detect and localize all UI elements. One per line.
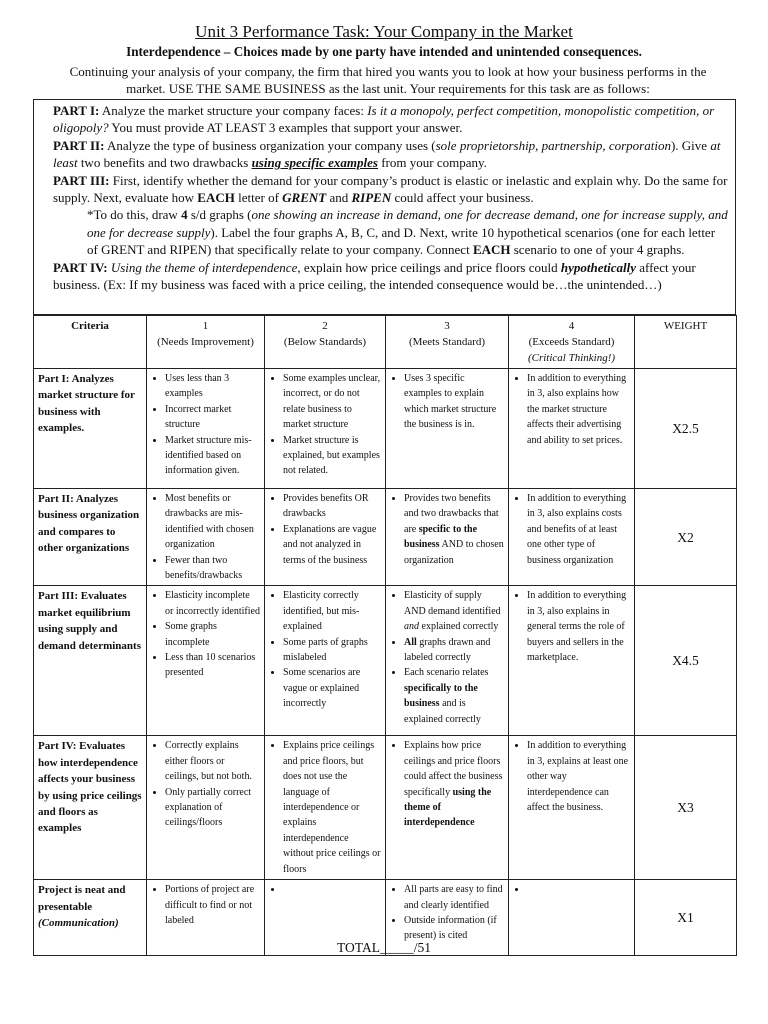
criteria-cell: Part IV: Evaluates how interdependence affects your business by using price ceilings and floors as examples xyxy=(34,736,147,880)
requirements-box xyxy=(33,99,736,315)
rubric-row-part-1 xyxy=(34,369,737,489)
weight-cell: X3 xyxy=(635,736,737,880)
list-item: • Elasticity of supply AND demand identified and explained correctly xyxy=(404,588,504,634)
score-4-cell xyxy=(509,369,635,489)
rubric-table xyxy=(33,315,737,956)
score-2-cell xyxy=(265,736,386,880)
list-item: • Some scenarios are vague or explained incorrectly xyxy=(283,665,381,711)
part-4-requirement: PART IV: Using the theme of interdependence, explain how price ceilings and price floors could hypothetically affect your business. (Ex: If my business was faced with a price ceiling, the intended consequence would be…the unintended…) xyxy=(53,259,696,293)
list-item: • Market structure mis-identified based on information given. xyxy=(165,433,260,479)
rubric-row-part-4 xyxy=(34,736,737,880)
score-1-cell xyxy=(147,736,265,880)
weight-cell: X2 xyxy=(635,489,737,586)
criteria-header: Criteria xyxy=(34,316,147,369)
list-item: • Market structure is explained, but examples not related. xyxy=(283,433,381,479)
score-1-cell xyxy=(147,586,265,736)
score-3-cell xyxy=(386,489,509,586)
score-3-cell xyxy=(386,369,509,489)
rubric-header-row xyxy=(34,316,737,369)
list-item: • Provides benefits OR drawbacks xyxy=(283,491,381,522)
page-title: Unit 3 Performance Task: Your Company in the Market xyxy=(195,22,573,41)
list-item: • All graphs drawn and labeled correctly xyxy=(404,635,504,666)
score-2-header: 2 (Below Standards) xyxy=(265,316,386,369)
list-item: • Elasticity correctly identified, but mis-explained xyxy=(283,588,381,634)
rubric-row-part-3 xyxy=(34,586,737,736)
list-item: • Portions of project are difficult to find or not labeled xyxy=(165,882,260,928)
criteria-cell: Part I: Analyzes market structure for business with examples. xyxy=(34,369,147,489)
part-3-graph-instructions: *To do this, draw 4 s/d graphs (one showing an increase in demand, one for decrease demand, one for increase supply, and one for decrease supply). Label the four graphs A, B, C, and D. Next, write 10 hypothetical scenarios (one for each letter of GRENT and RIPEN) that specifically relate to your company. Connect EACH scenario to one of your 4 graphs. xyxy=(87,207,728,258)
weight-cell: X4.5 xyxy=(635,586,737,736)
score-3-cell xyxy=(386,736,509,880)
rubric-row-part-2 xyxy=(34,489,737,586)
list-item: • Some graphs incomplete xyxy=(165,619,260,650)
list-item: • In addition to everything in 3, also explains how the market structure affects their advertising and ability to set prices. xyxy=(527,371,630,448)
list-item: • In addition to everything in 3, also explains in general terms the role of buyers and sellers in the marketplace. xyxy=(527,588,630,665)
list-item: • Some examples unclear, incorrect, or do not relate business to market structure xyxy=(283,371,381,433)
list-item: • Each scenario relates specifically to the business and is explained correctly xyxy=(404,665,504,727)
criteria-cell: Part III: Evaluates market equilibrium using supply and demand determinants xyxy=(34,586,147,736)
score-4-cell xyxy=(509,489,635,586)
page-subtitle: Interdependence – Choices made by one party have intended and unintended consequences. xyxy=(126,44,642,59)
score-4-cell xyxy=(509,586,635,736)
criteria-cell: Project is neat and presentable (Communication) xyxy=(34,880,147,956)
list-item: • Most benefits or drawbacks are mis-identified with chosen organization xyxy=(165,491,260,553)
list-item: • Less than 10 scenarios presented xyxy=(165,650,260,681)
score-2-cell xyxy=(265,586,386,736)
list-item: • Some parts of graphs mislabeled xyxy=(283,635,381,666)
list-item: • Outside information (if present) is cited xyxy=(404,913,504,944)
weight-cell: X1 xyxy=(635,880,737,956)
criteria-cell: Part II: Analyzes business organization and compares to other organizations xyxy=(34,489,147,586)
score-4-header: 4 (Exceeds Standard) (Critical Thinking!) xyxy=(509,316,635,369)
list-item: • Explanations are vague and not analyzed in terms of the business xyxy=(283,522,381,568)
score-1-cell xyxy=(147,369,265,489)
list-item: • Provides two benefits and two drawbacks that are specific to the business AND to chosen organization xyxy=(404,491,504,568)
total-score: TOTAL_____/51 xyxy=(337,940,431,955)
score-2-cell xyxy=(265,489,386,586)
list-item: • Uses less than 3 examples xyxy=(165,371,260,402)
list-item xyxy=(527,882,630,897)
list-item: • Incorrect market structure xyxy=(165,402,260,433)
score-1-cell xyxy=(147,489,265,586)
list-item: • Explains how price ceilings and price floors could affect the business specifically using the theme of interdependence xyxy=(404,738,504,830)
list-item: • All parts are easy to find and clearly identified xyxy=(404,882,504,913)
list-item: • Correctly explains either floors or ceilings, but not both. xyxy=(165,738,260,784)
list-item: • In addition to everything in 3, also explains costs and benefits of at least one other type of business organization xyxy=(527,491,630,568)
weight-cell: X2.5 xyxy=(635,369,737,489)
weight-header: WEIGHT xyxy=(635,316,737,369)
score-3-header: 3 (Meets Standard) xyxy=(386,316,509,369)
list-item: • Elasticity incomplete or incorrectly identified xyxy=(165,588,260,619)
part-1-requirement: PART I: Analyze the market structure your company faces: Is it a monopoly, perfect competition, monopolistic competition, or oligopoly? You must provide AT LEAST 3 examples that support your answer. xyxy=(53,103,715,136)
score-4-cell xyxy=(509,736,635,880)
list-item: • Uses 3 specific examples to explain which market structure the business is in. xyxy=(404,371,504,433)
part-3-requirement: PART III: First, identify whether the demand for your company’s product is elastic or inelastic and explain why. Do the same for supply. Next, evaluate how EACH letter of GRENT and RIPEN could affect your business. xyxy=(53,172,728,206)
score-1-header: 1 (Needs Improvement) xyxy=(147,316,265,369)
part-2-requirement: PART II: Analyze the type of business organization your company uses (sole proprietorship, partnership, corporation). Give at least two benefits and two drawbacks using specific examples from your company. xyxy=(53,137,721,171)
list-item: • In addition to everything in 3, explains at least one other way interdependence can affect the business. xyxy=(527,738,630,815)
list-item xyxy=(283,882,381,897)
list-item: • Explains price ceilings and price floors, but does not use the language of interdependence or explains interdependence without price ceilings or floors xyxy=(283,738,381,877)
intro-paragraph: Continuing your analysis of your company, the firm that hired you wants you to look at how your business performs in the market. USE THE SAME BUSINESS as the last unit. Your requirements for this task are as follows: xyxy=(69,64,707,96)
score-2-cell xyxy=(265,369,386,489)
list-item: • Only partially correct explanation of ceilings/floors xyxy=(165,785,260,831)
list-item: • Fewer than two benefits/drawbacks xyxy=(165,553,260,584)
score-3-cell xyxy=(386,586,509,736)
